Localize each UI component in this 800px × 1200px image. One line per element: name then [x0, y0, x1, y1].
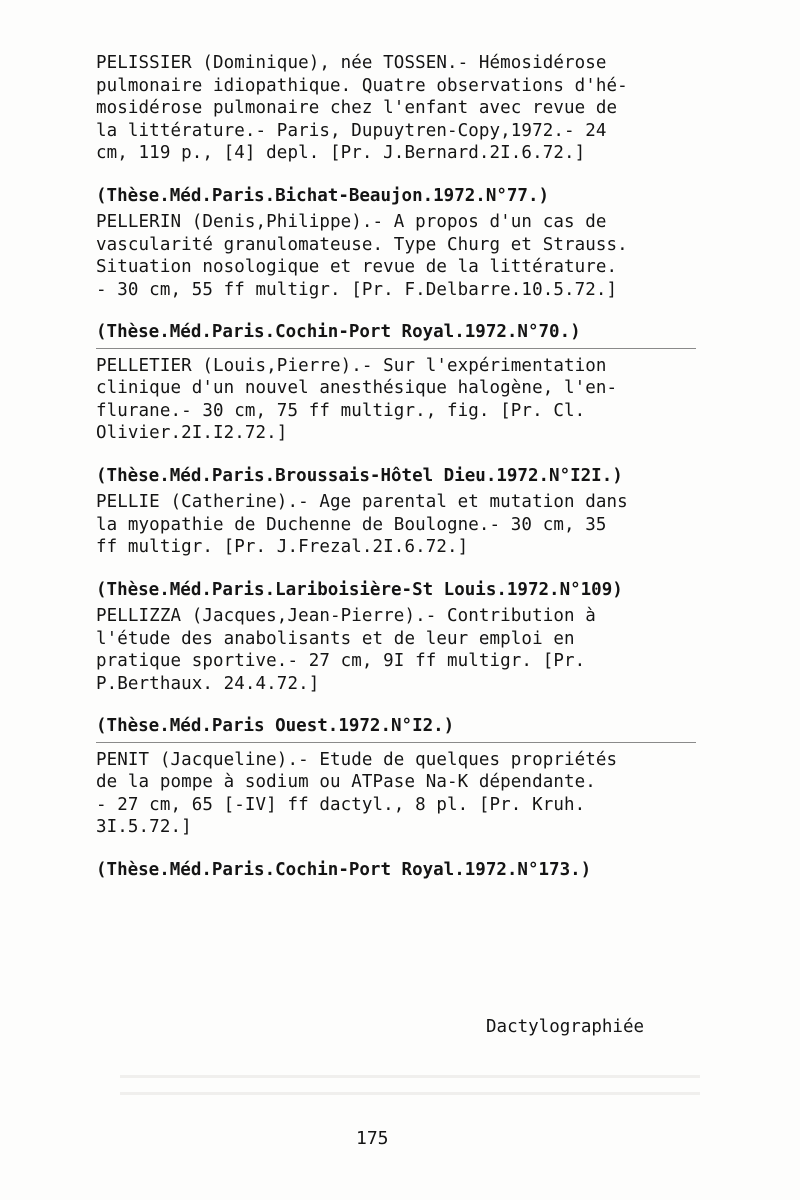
- entry-text-line: clinique d'un nouvel anesthésique halogène, l'en-: [96, 378, 618, 398]
- thesis-reference: (Thèse.Méd.Paris.Cochin-Port Royal.1972.N°70.): [96, 322, 581, 342]
- entry-text-line: - 30 cm, 55 ff multigr. [Pr. F.Delbarre.10.5.72.]: [96, 279, 618, 300]
- entry-text-line: Situation nosologique et revue de la littérature.: [96, 257, 618, 277]
- thesis-reference: (Thèse.Méd.Paris.Lariboisière-St Louis.1972.N°109): [96, 579, 623, 600]
- entry-text-line: l'étude des anabolisants et de leur emploi en: [96, 628, 575, 649]
- thesis-reference: (Thèse.Méd.Paris.Broussais-Hôtel Dieu.1972.N°I2I.): [96, 465, 623, 486]
- entry-text-line: la myopathie de Duchenne de Boulogne.- 30 cm, 35: [96, 514, 607, 535]
- entry-text-line: cm, 119 p., [4] depl. [Pr. J.Bernard.2I.6.72.]: [96, 143, 586, 163]
- thesis-reference: (Thèse.Méd.Paris.Bichat-Beaujon.1972.N°77.): [96, 185, 550, 206]
- entry-text-line: PELLIE (Catherine).- Age parental et mutation dans: [96, 492, 628, 512]
- bibliography-entry: [96, 491, 716, 601]
- bleed-through-mark: [120, 1075, 700, 1078]
- page-number: 175: [356, 1128, 389, 1149]
- divider-rule: [96, 348, 696, 349]
- entry-text-line: PELISSIER (Dominique), née TOSSEN.- Hémosidérose: [96, 53, 607, 73]
- entry-text-line: mosidérose pulmonaire chez l'enfant avec revue de: [96, 98, 618, 118]
- entry-text-line: vascularité granulomateuse. Type Churg et Strauss.: [96, 234, 628, 255]
- entry-text-line: ff multigr. [Pr. J.Frezal.2I.6.72.]: [96, 537, 469, 557]
- typed-note: Dactylographiée: [486, 1017, 645, 1037]
- entry-text-line: PENIT (Jacqueline).- Etude de quelques propriétés: [96, 749, 618, 770]
- entry-text-line: pratique sportive.- 27 cm, 9I ff multigr. [Pr.: [96, 651, 586, 671]
- bibliography-entry: [96, 211, 716, 349]
- bibliography-entry: [96, 749, 716, 882]
- entry-text-line: PELLIZZA (Jacques,Jean-Pierre).- Contribution à: [96, 606, 596, 626]
- thesis-reference: (Thèse.Méd.Paris.Cochin-Port Royal.1972.N°173.): [96, 859, 592, 880]
- divider-rule: [96, 742, 696, 743]
- entry-text-line: P.Berthaux. 24.4.72.]: [96, 673, 320, 694]
- entry-text-line: pulmonaire idiopathique. Quatre observations d'hé-: [96, 75, 628, 96]
- entry-text-line: flurane.- 30 cm, 75 ff multigr., fig. [Pr. Cl.: [96, 400, 586, 421]
- entry-text-line: Olivier.2I.I2.72.]: [96, 423, 288, 443]
- entry-text-line: la littérature.- Paris, Dupuytren-Copy,1972.- 24: [96, 120, 607, 141]
- bibliography-entry: [96, 52, 716, 207]
- bleed-through-mark: [120, 1092, 700, 1095]
- entry-text-line: PELLETIER (Louis,Pierre).- Sur l'expérimentation: [96, 355, 607, 376]
- entry-text-line: de la pompe à sodium ou ATPase Na-K dépendante.: [96, 772, 596, 792]
- bibliography-entry: [96, 605, 716, 743]
- entry-text-line: - 27 cm, 65 [-IV] ff dactyl., 8 pl. [Pr. Kruh.: [96, 794, 586, 815]
- entry-text-line: PELLERIN (Denis,Philippe).- A propos d'un cas de: [96, 212, 607, 232]
- bibliography-list: [96, 52, 716, 885]
- entry-text-line: 3I.5.72.]: [96, 817, 192, 837]
- thesis-reference: (Thèse.Méd.Paris Ouest.1972.N°I2.): [96, 716, 455, 736]
- bibliography-entry: [96, 355, 716, 488]
